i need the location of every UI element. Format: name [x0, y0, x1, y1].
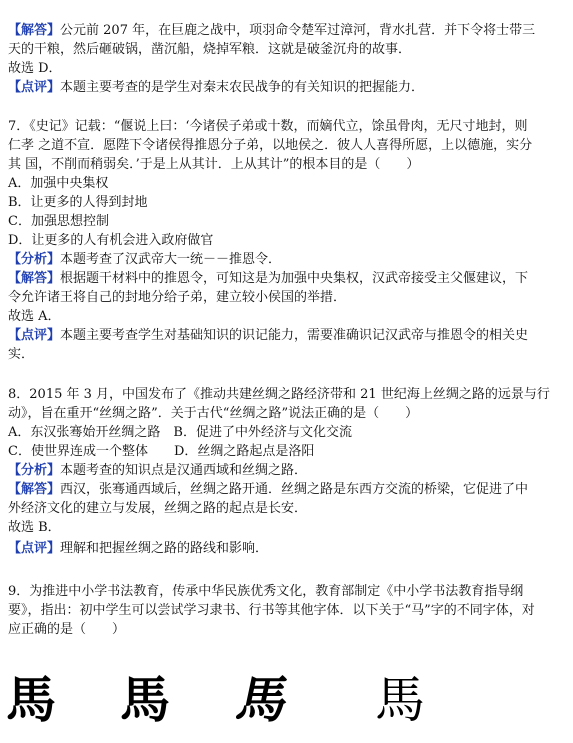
q8-options-row: A．东汉张骞始开丝绸之路 B．促进了中外经济与文化交流 — [8, 425, 352, 440]
q9-stem-line: 9．为推进中小学书法教育，传承中华民族优秀文化，教育部制定《中小学书法教育指导纲 — [8, 584, 524, 599]
answer-tag: 【解答】 — [8, 482, 61, 497]
comment-tag: 【点评】 — [8, 541, 61, 556]
comment-tag: 【点评】 — [8, 328, 61, 343]
q7-stem-line: 其 国，不削而稍弱矣．’于是上从其计．上从其计”的根本目的是（ ） — [8, 157, 420, 172]
calligraphy-glyph-3: 馬 — [232, 672, 294, 728]
q7-option-b: B．让更多的人得到封地 — [8, 195, 148, 210]
comment-line: 【点评】本题主要考查学生对基础知识的识记能力，需要准确识记汉武帝与推恩令的相关史 — [8, 328, 529, 343]
q7-option-d: D．让更多的人有机会进入政府做官 — [8, 233, 214, 248]
q7-stem-line: 仁孝 之道不宣．愿陛下令诸侯得推恩分子弟，以地侯之．彼人人喜得所愿，上以德施，实分 — [8, 138, 533, 153]
answer-choice: 故选 D． — [8, 61, 62, 76]
answer-explanation-line: 【解答】西汉，张骞通西域后，丝绸之路开通．丝绸之路是东西方交流的桥梁，它促进了中 — [8, 482, 529, 497]
analysis-line: 【分析】本题考查的知识点是汉通西域和丝绸之路． — [8, 463, 308, 478]
q7-option-a: A．加强中央集权 — [8, 176, 109, 191]
answer-explanation-line: 【解答】公元前 207 年，在巨鹿之战中，项羽命令楚军过漳河，背水扎营．并下令将士带三 — [8, 23, 536, 38]
answer-explanation-line: 天的干粮，然后砸破锅，凿沉船，烧掉军粮．这就是破釜沉舟的故事． — [8, 42, 412, 57]
calligraphy-glyph-2: 馬 — [120, 671, 170, 729]
answer-explanation-line: 【解答】根据题干材料中的推恩令，可知这是为加强中央集权，汉武帝接受主父偃建议，下 — [8, 271, 529, 286]
q8-options-row: C．使世界连成一个整体 D．丝绸之路起点是洛阳 — [8, 444, 315, 459]
answer-explanation-line: 令允许诸王将自己的封地分给子弟，建立较小侯国的举措． — [8, 290, 347, 305]
analysis-tag: 【分析】 — [8, 252, 61, 267]
q9-stem-line: 应正确的是（ ） — [8, 622, 126, 637]
comment-tag: 【点评】 — [8, 80, 61, 95]
answer-tag: 【解答】 — [8, 23, 61, 38]
calligraphy-glyph-1: 馬 — [6, 670, 56, 729]
answer-choice: 故选 B． — [8, 520, 61, 535]
calligraphy-glyph-4: 馬 — [375, 671, 425, 729]
analysis-line: 【分析】本题考查了汉武帝大一统－－推恩令． — [8, 252, 282, 267]
q8-stem-line: 8．2015 年 3 月，中国发布了《推动共建丝绸之路经济带和 21 世纪海上丝绸之路的远景与行 — [8, 387, 550, 402]
q8-stem-line: 动》，旨在重开“丝绸之路”．关于古代“丝绸之路”说法正确的是（ ） — [8, 406, 419, 421]
answer-tag: 【解答】 — [8, 271, 61, 286]
q7-option-c: C．加强思想控制 — [8, 214, 109, 229]
q9-stem-line: 要》，指出：初中学生可以尝试学习隶书、行书等其他字体．以下关于“马”字的不同字体，对 — [8, 603, 535, 618]
comment-line: 实． — [8, 347, 35, 362]
q7-stem-line: 7．《史记》记载：“偃说上曰：‘今诸侯子弟或十数，而嫡代立，馀虽骨肉，无尺寸地封，则 — [8, 119, 528, 134]
comment-line: 【点评】理解和把握丝绸之路的路线和影响． — [8, 541, 269, 556]
answer-choice: 故选 A． — [8, 309, 61, 324]
comment-line: 【点评】本题主要考查的是学生对秦末农民战争的有关知识的把握能力． — [8, 80, 425, 95]
analysis-tag: 【分析】 — [8, 463, 61, 478]
answer-explanation-line: 外经济文化的建立与发展，丝绸之路的起点是长安． — [8, 501, 308, 516]
